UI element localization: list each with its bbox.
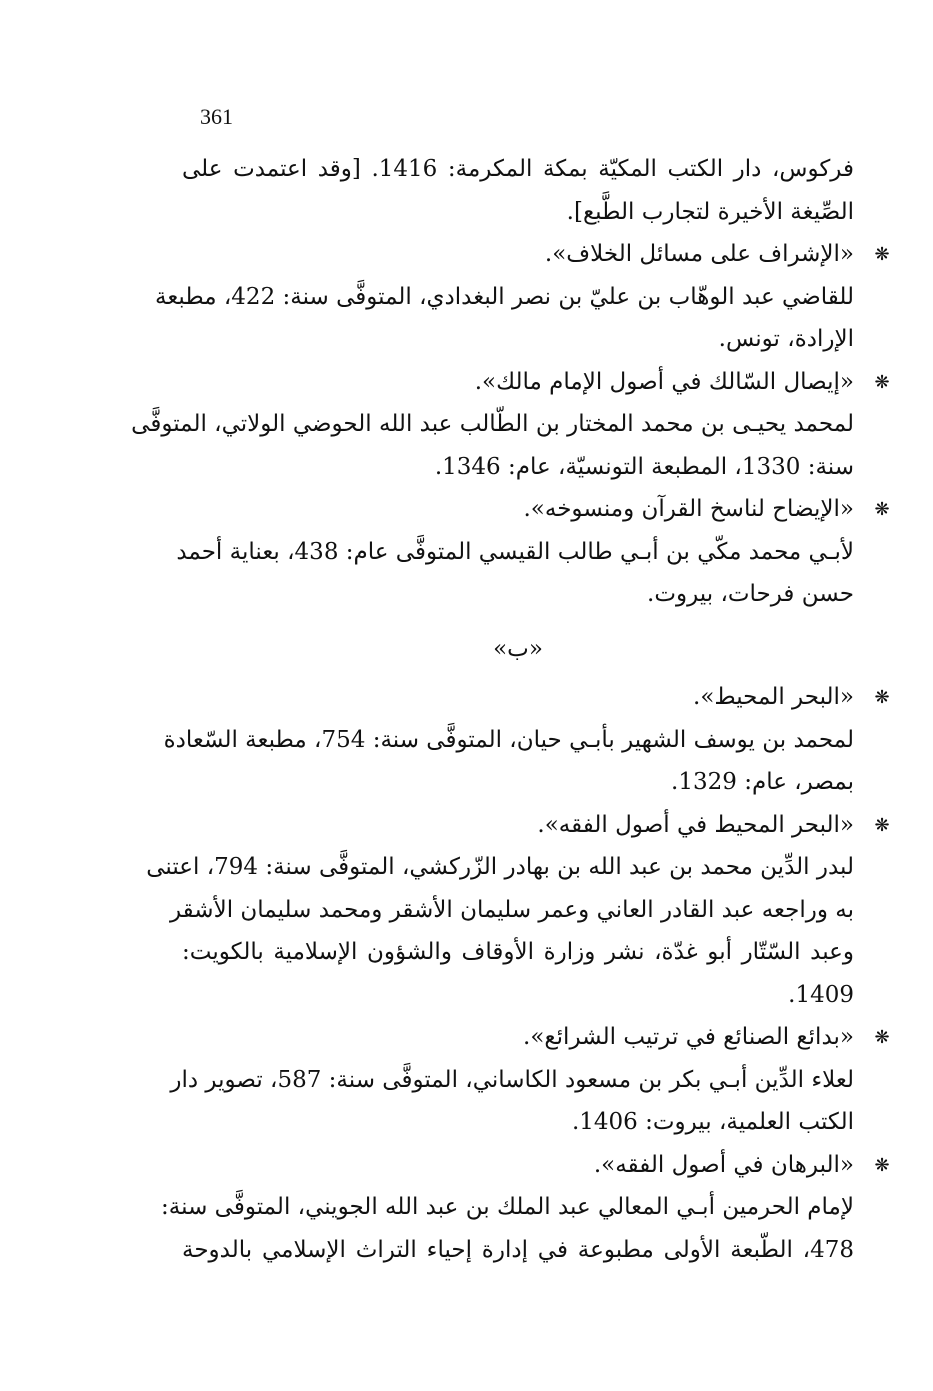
entry-title-line (182, 1016, 890, 1059)
entry-title-line (182, 233, 890, 276)
text-line (169, 889, 854, 932)
text-line (182, 761, 854, 804)
line-text: للقاضي عبد الوهّاب بن عليّ بن نصر البغدادي، المتوفَّى سنة: 422، مطبعة (155, 283, 854, 310)
text-line (131, 403, 854, 446)
line-text: «البرهان في أصول الفقه». (593, 1151, 854, 1178)
text-line (182, 1101, 854, 1144)
line-text: «البحر المحيط». (693, 684, 854, 710)
line-text: لإمام الحرمين أبـي المعالي عبد الملك بن عبد الله الجويني، المتوفَّى سنة: (161, 1194, 854, 1220)
line-text: 478، الطّبعة الأولى مطبوعة في إدارة إحياء التراث الإسلامي بالدوحة (182, 1236, 854, 1263)
page-number: 361 (200, 104, 233, 129)
text-line (146, 846, 854, 889)
bullet-icon: ❋ (874, 687, 890, 708)
text-line (182, 1229, 854, 1272)
text-line (155, 276, 854, 319)
text-line (176, 531, 854, 574)
bibliography-text (131, 148, 890, 1271)
entry-title-line (182, 361, 890, 404)
bullet-icon: ❋ (874, 244, 890, 265)
line-text: بمصر، عام: 1329. (671, 769, 854, 795)
bullet-icon: ❋ (874, 1027, 890, 1048)
entry-title-line (182, 1144, 890, 1187)
text-line (163, 719, 854, 762)
line-text: الصِّيغة الأخيرة لتجارب الطَّبع]. (566, 198, 854, 225)
line-text: سنة: 1330، المطبعة التونسيّة، عام: 1346. (434, 453, 854, 480)
text-line (182, 191, 854, 234)
line-text: حسن فرحات، بيروت. (647, 581, 854, 607)
bullet-icon: ❋ (874, 814, 890, 836)
line-text: «البحر المحيط في أصول الفقه». (537, 811, 854, 838)
text-line (170, 1059, 854, 1102)
line-text: الكتب العلمية، بيروت: 1406. (571, 1109, 854, 1135)
line-text: لمحمد بن يوسف الشهير بأبـي حيان، المتوفَّى سنة: 754، مطبعة السّعادة (163, 726, 854, 753)
text-line (161, 1186, 854, 1229)
text-line (182, 573, 854, 616)
entry-title-line (182, 676, 890, 719)
line-text: به وراجعه عبد القادر العاني وعمر سليمان الأشقر ومحمد سليمان الأشقر (169, 896, 854, 923)
text-line (182, 931, 854, 974)
line-text: 1409. (788, 981, 854, 1008)
line-text: لبدر الدِّين محمد بن عبد الله بن بهادر الزّركشي، المتوفَّى سنة: 794، اعتنى (146, 854, 854, 880)
line-text: لمحمد يحيـى بن محمد المختار بن الطّالب عبد الله الحوضي الولاتي، المتوفَّى (131, 411, 854, 437)
text-line (182, 148, 854, 191)
line-text: وعبد السّتّار أبو غدّة، نشر وزارة الأوقاف والشؤون الإسلامية بالكويت: (182, 939, 854, 965)
line-text: «ب» (493, 635, 543, 662)
text-line (182, 318, 854, 361)
line-text: «بدائع الصنائع في ترتيب الشرائع». (523, 1024, 854, 1050)
line-text: «الإشراف على مسائل الخلاف». (544, 241, 854, 267)
line-text: لعلاء الدِّين أبـي بكر بن مسعود الكاساني، المتوفَّى سنة: 587، تصوير دار (170, 1066, 854, 1093)
section-header (182, 628, 854, 671)
bullet-icon: ❋ (874, 499, 890, 520)
line-text: «الإيضاح لناسخ القرآن ومنسوخه». (523, 496, 854, 522)
line-text: فركوس، دار الكتب المكيّة بمكة المكرمة: 1416. [وقد اعتمدت على (182, 156, 854, 182)
line-text: لأبـي محمد مكّي بن أبـي طالب القيسي المتوفَّى عام: 438، بعناية أحمد (176, 538, 854, 565)
bullet-icon: ❋ (874, 1154, 890, 1176)
entry-title-line (182, 804, 890, 847)
text-line (182, 446, 854, 489)
entry-title-line (182, 488, 890, 531)
text-line (182, 974, 854, 1017)
bullet-icon: ❋ (874, 371, 890, 393)
line-text: «إيصال السّالك في أصول الإمام مالك». (474, 368, 854, 395)
line-text: الإرادة، تونس. (718, 326, 854, 352)
